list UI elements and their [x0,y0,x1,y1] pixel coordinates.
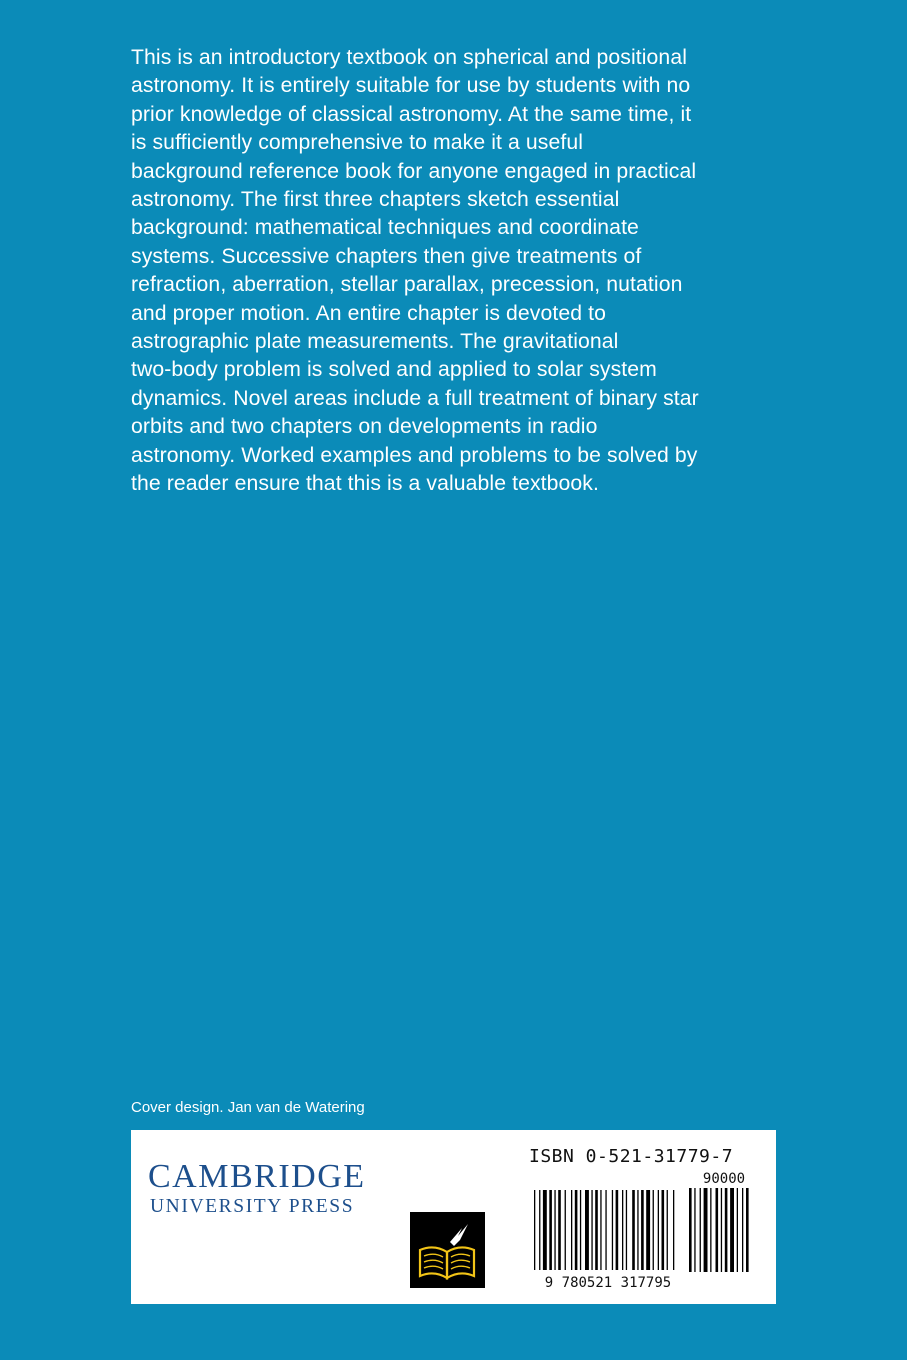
blurb-line: astronomy. Worked examples and problems to be solved by [131,443,698,467]
blurb-line: astrographic plate measurements. The gravitational [131,330,619,354]
blurb-line: This is an introductory textbook on spherical and positional [131,46,688,69]
blurb-line: dynamics. Novel areas include a full treatment of binary star [131,386,699,410]
barcode-price-code: 90000 [702,1171,746,1187]
blurb-line: the reader ensure that this is a valuable textbook. [131,472,599,496]
barcode-digits: 9 780521 317795 [544,1275,672,1290]
cover-design-credit: Cover design. Jan van de Watering [131,1099,365,1116]
blurb-line: orbits and two chapters on developments in radio [131,415,598,439]
isbn-number: ISBN 0-521-31779-7 [529,1146,734,1167]
blurb-line: two-body problem is solved and applied to solar system [131,358,657,382]
blurb-line: background reference book for anyone engaged in practical [131,159,697,183]
blurb-line: prior knowledge of classical astronomy. At the same time, it [131,102,692,126]
blurb-line: and proper motion. An entire chapter is devoted to [131,301,606,325]
publisher-name: CAMBRIDGE [148,1158,366,1195]
blurb-line: is sufficiently comprehensive to make it a useful [131,131,584,155]
blurb-line: astronomy. The first three chapters sketch essential [131,188,620,212]
blurb-line: systems. Successive chapters then give treatments of [131,244,642,268]
book-with-lightning-icon [410,1212,485,1288]
barcode [526,1170,766,1290]
blurb-line: astronomy. It is entirely suitable for use by students with no [131,74,691,98]
publisher-subtitle: UNIVERSITY PRESS [150,1196,355,1217]
blurb-line: background: mathematical techniques and coordinate [131,216,639,240]
blurb-line: refraction, aberration, stellar parallax, precession, nutation [131,273,683,297]
publisher-barcode-panel [131,1130,776,1304]
blurb-text [131,44,791,499]
